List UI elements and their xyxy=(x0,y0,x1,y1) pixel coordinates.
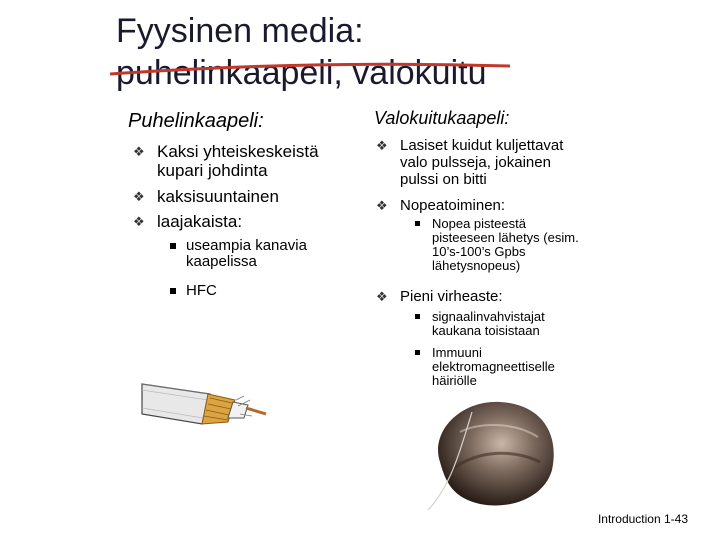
right-subbullet-2-line-2: kaukana toisistaan xyxy=(432,323,540,338)
left-bullet-3-line-1: laajakaista: xyxy=(157,212,243,231)
left-heading: Puhelinkaapeli: xyxy=(128,110,264,132)
title-underline-swoosh xyxy=(110,44,510,84)
right-bullet-1-line-3: pulssi on bitti xyxy=(400,171,487,188)
right-subbullet-3-line-1: Immuuni xyxy=(432,345,482,360)
diamond-arrow-icon: ❖ xyxy=(133,144,145,159)
right-bullet-3-line-1: Pieni virheaste: xyxy=(400,288,503,305)
footer-page-label: Introduction 1-43 xyxy=(597,512,688,526)
square-icon xyxy=(415,350,420,355)
diamond-arrow-icon: ❖ xyxy=(376,138,388,153)
right-subbullet-3-line-3: häiriölle xyxy=(432,373,477,388)
right-bullet-1 xyxy=(376,137,564,188)
title-line-1: Fyysinen media: xyxy=(116,12,364,50)
square-icon xyxy=(170,288,176,294)
diamond-arrow-icon: ❖ xyxy=(133,189,145,204)
left-bullet-3 xyxy=(133,212,243,231)
title-line-2: puhelinkaapeli, valokuitu xyxy=(116,54,487,92)
right-subbullet-2 xyxy=(432,310,545,338)
left-subbullet-2-line-1: HFC xyxy=(186,282,217,299)
right-subbullet-1-line-3: 10’s-100’s Gpbs xyxy=(432,244,526,259)
left-subbullet-1-line-2: kaapelissa xyxy=(186,253,257,270)
right-subbullet-3-line-2: elektromagneettiselle xyxy=(432,359,555,374)
square-icon xyxy=(170,243,176,249)
left-subbullet-1 xyxy=(186,238,307,270)
left-bullet-1-line-2: kupari johdinta xyxy=(157,161,268,180)
left-bullet-2 xyxy=(133,187,279,206)
left-bullet-2-line-1: kaksisuuntainen xyxy=(157,187,279,206)
diamond-arrow-icon: ❖ xyxy=(133,214,145,229)
coaxial-cable-illustration xyxy=(140,370,270,430)
square-icon xyxy=(415,221,420,226)
left-subbullet-2 xyxy=(186,283,217,299)
square-icon xyxy=(415,314,420,319)
right-subbullet-1 xyxy=(432,217,579,273)
right-subbullet-1-line-1: Nopea pisteestä xyxy=(432,216,526,231)
diamond-arrow-icon: ❖ xyxy=(376,198,388,213)
right-subbullet-2-line-1: signaalinvahvistajat xyxy=(432,309,545,324)
right-bullet-1-line-2: valo pulsseja, jokainen xyxy=(400,154,551,171)
left-subbullet-1-line-1: useampia kanavia xyxy=(186,237,307,254)
right-bullet-2-line-1: Nopeatoiminen: xyxy=(400,197,506,214)
right-bullet-2 xyxy=(376,197,506,214)
left-bullet-1 xyxy=(133,142,319,180)
optical-fiber-photo xyxy=(420,392,570,512)
right-heading: Valokuitukaapeli: xyxy=(374,108,510,128)
right-subbullet-1-line-2: pisteeseen lähetys (esim. xyxy=(432,230,579,245)
diamond-arrow-icon: ❖ xyxy=(376,289,388,304)
right-subbullet-1-line-4: lähetysnopeus) xyxy=(432,258,521,273)
right-bullet-3 xyxy=(376,288,503,305)
right-subbullet-3 xyxy=(432,346,555,388)
left-bullet-1-line-1: Kaksi yhteiskeskeistä xyxy=(157,142,319,161)
right-bullet-1-line-1: Lasiset kuidut kuljettavat xyxy=(400,137,564,154)
